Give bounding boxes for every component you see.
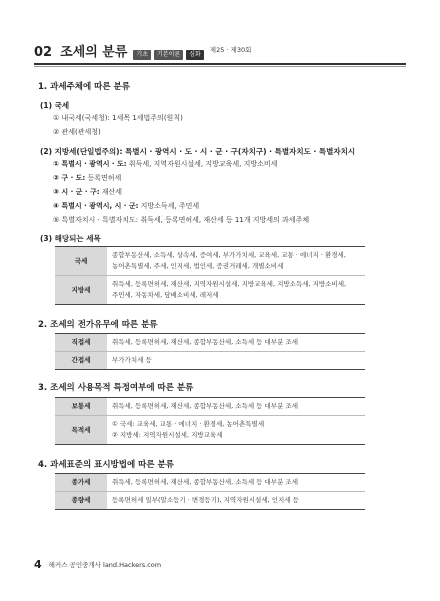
list-item: ② 구 · 도: 등록면허세 bbox=[53, 174, 122, 182]
section-3-title: 3. 조세의 사용목적 특정여부에 따른 분류 bbox=[38, 383, 194, 393]
table-row bbox=[55, 474, 365, 492]
list-item: ④ 특별시 · 광역시, 시 · 군: 지방소득세, 주민세 bbox=[53, 202, 200, 210]
list-item: ⑤ 특별자치시 · 특별자치도: 취득세, 등록면허세, 재산세 등 11개 지방세의 과세주체 bbox=[53, 216, 310, 224]
page-footer bbox=[34, 558, 161, 571]
table-row bbox=[55, 492, 365, 510]
row-header: 지방세 bbox=[55, 276, 107, 305]
row-header: 종가세 bbox=[55, 474, 107, 492]
row-header: 목적세 bbox=[55, 416, 107, 445]
shifting-table bbox=[55, 333, 365, 370]
tax-items-table bbox=[55, 246, 365, 305]
table-row bbox=[55, 416, 365, 445]
list-item: ① 특별시 · 광역시 · 도: 취득세, 지역자원시설세, 지방교육세, 지방소비세 bbox=[53, 160, 278, 168]
table-cell: ① 국세: 교육세, 교통 · 에너지 · 환경세, 농어촌특별세 ② 지방세: 지역자원시설세, 지방교육세 bbox=[112, 420, 265, 439]
page-number: 4 bbox=[34, 558, 42, 571]
chapter-number: 02 bbox=[34, 45, 53, 60]
row-header: 간접세 bbox=[55, 352, 107, 370]
row-header: 직접세 bbox=[55, 334, 107, 352]
table-cell: 취득세, 등록면허세, 재산세, 종합부동산세, 소득세 등 대부분 조세 bbox=[107, 398, 365, 416]
chapter-title: 조세의 분류 bbox=[60, 45, 128, 60]
chapter-header bbox=[34, 46, 251, 60]
table-cell: 취득세, 등록면허세, 재산세, 종합부동산세, 소득세 등 대부분 조세 bbox=[107, 474, 365, 492]
table-cell: 등록면허세 일부(말소등기 · 변경등기), 지역자원시설세, 인지세 등 bbox=[112, 496, 299, 504]
row-header: 종량세 bbox=[55, 492, 107, 510]
section-1-title: 1. 과세주체에 따른 분류 bbox=[38, 82, 130, 92]
tag-advanced: 심화 bbox=[186, 50, 204, 60]
section-4-title: 4. 과세표준의 표시방법에 따른 분류 bbox=[38, 460, 174, 470]
exam-rounds: 제25 · 제30회 bbox=[209, 46, 252, 54]
table-row bbox=[55, 352, 365, 370]
subsection-local-tax: (2) 지방세(단일법주의): 특별시 · 광역시 · 도 · 시 · 군 · 구(자치구) · 특별자치도 · 특별자치시 bbox=[40, 147, 356, 156]
table-cell: 취득세, 등록면허세, 재산세, 지역자원시설세, 지방교육세, 지방소득세, 지방소비세, 주민세, 자동차세, 담배소비세, 레저세 bbox=[112, 280, 347, 299]
header-rule-thin bbox=[34, 66, 406, 67]
table-cell: 취득세, 등록면허세, 재산세, 종합부동산세, 소득세 등 대부분 조세 bbox=[107, 334, 365, 352]
table-cell: 종합부동산세, 소득세, 상속세, 증여세, 부가가치세, 교육세, 교통 · 에너지 · 환경세, 농어촌특별세, 주세, 인지세, 법인세, 증권거래세, 개별소비세 bbox=[107, 247, 365, 276]
purpose-table bbox=[55, 397, 365, 445]
subsection-tax-items: (3) 해당되는 세목 bbox=[40, 234, 101, 243]
table-cell: 부가가치세 등 bbox=[112, 356, 152, 364]
list-item: ① 내국세(국세청): 1세목 1세법주의(원칙) bbox=[53, 114, 183, 122]
header-rule bbox=[34, 63, 406, 65]
base-table bbox=[55, 473, 365, 510]
footer-text: 해커스 공인중개사 land.Hackers.com bbox=[48, 561, 162, 569]
row-header: 국세 bbox=[55, 247, 107, 276]
list-item: ③ 시 · 군 · 구: 재산세 bbox=[53, 188, 123, 196]
tag-basic: 기초 bbox=[133, 50, 151, 60]
row-header: 보통세 bbox=[55, 398, 107, 416]
section-2-title: 2. 조세의 전가유무에 따른 분류 bbox=[38, 320, 158, 330]
subsection-national-tax: (1) 국세 bbox=[40, 101, 70, 110]
table-row bbox=[55, 334, 365, 352]
table-row bbox=[55, 247, 365, 276]
list-item: ② 관세(관세청) bbox=[53, 128, 101, 136]
tag-theory: 기본이론 bbox=[154, 50, 183, 60]
table-row bbox=[55, 398, 365, 416]
table-row bbox=[55, 276, 365, 305]
